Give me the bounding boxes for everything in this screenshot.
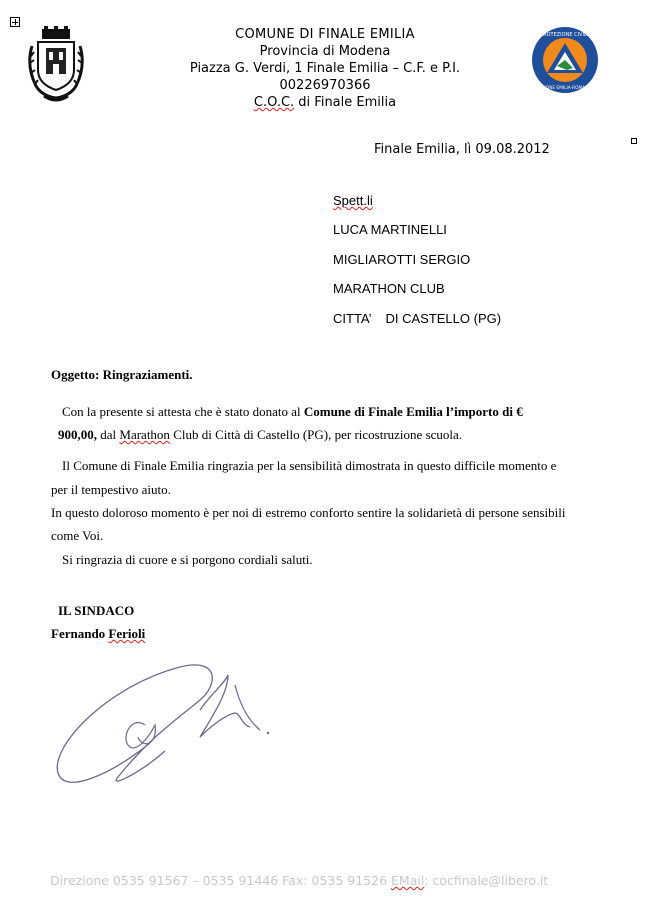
recipient-line: MARATHON CLUB <box>333 281 445 296</box>
body-paragraph: per il tempestivo aiuto. <box>51 482 171 497</box>
civil-protection-logo <box>531 26 599 94</box>
body-paragraph: Si ringrazia di cuore e si porgono cordiali saluti. <box>62 552 313 567</box>
date-line: Finale Emilia, lì 09.08.2012 <box>374 142 550 157</box>
recipient-line: CITTA’ DI CASTELLO (PG) <box>333 311 502 326</box>
coat-of-arms-logo <box>28 26 84 104</box>
footer-contacts: Direzione 0535 91567 – 0535 91446 Fax: 0535 91526 EMail: cocfinale@libero.it <box>50 873 549 888</box>
subject-line: Oggetto: Ringraziamenti. <box>51 367 193 382</box>
body-paragraph: come Voi. <box>51 528 104 543</box>
salutation: Spett.li <box>333 193 373 208</box>
body-paragraph: Con la presente si attesta che è stato donato al Comune di Finale Emilia l’importo di € <box>62 404 523 419</box>
recipient-line: LUCA MARTINELLI <box>333 222 447 237</box>
resize-handle-icon[interactable] <box>631 138 637 144</box>
handwritten-signature <box>50 655 280 795</box>
letterhead <box>150 27 500 111</box>
body-paragraph: In questo doloroso momento è per noi di estremo conforto sentire la solidarietà di persone sensibili <box>51 505 566 520</box>
municipality-title: COMUNE DI FINALE EMILIA <box>235 27 415 42</box>
body-paragraph: 900,00, dal Marathon Club di Città di Castello (PG), per ricostruzione scuola. <box>58 427 463 442</box>
signature-title: IL SINDACO <box>58 603 135 618</box>
recipient-line: MIGLIAROTTI SERGIO <box>333 252 471 267</box>
svg-text:REGIONE EMILIA-ROMAGNA: REGIONE EMILIA-ROMAGNA <box>535 86 595 91</box>
signatory-name: Fernando Ferioli <box>51 626 146 641</box>
tax-code: 00226970366 <box>279 78 371 93</box>
svg-text:PROTEZIONE CIVILE: PROTEZIONE CIVILE <box>540 32 590 38</box>
province: Provincia di Modena <box>259 44 391 59</box>
table-move-handle-icon[interactable] <box>10 17 20 27</box>
coc-line: C.O.C. di Finale Emilia <box>253 95 397 110</box>
body-paragraph: Il Comune di Finale Emilia ringrazia per la sensibilità dimostrata in questo difficile momento e <box>62 458 557 473</box>
address: Piazza G. Verdi, 1 Finale Emilia – C.F. e P.I. <box>189 61 461 76</box>
